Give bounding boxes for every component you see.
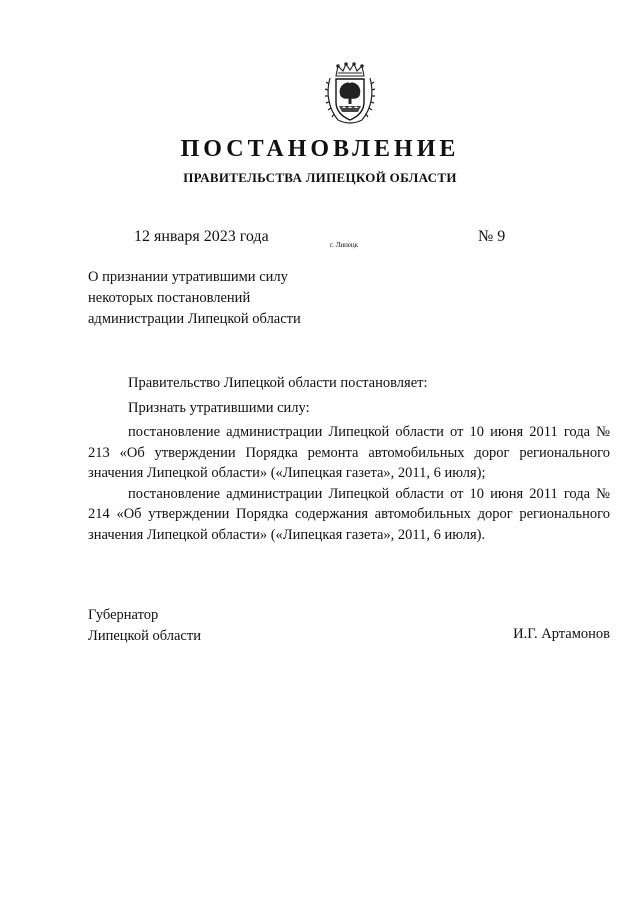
- document-city: г. Липецк: [330, 241, 359, 249]
- issuer-subtitle: ПРАВИТЕЛЬСТВА ЛИПЕЦКОЙ ОБЛАСТИ: [183, 170, 457, 185]
- signatory-title-line: Губернатор: [88, 607, 159, 623]
- repealed-item-2: постановление администрации Липецкой области от 10 июня 2011 года № 214 «Об утверждении Порядка содержания автомобильных дорог регионального значения Липецкой области» («Липецкая газета», 2011, 6 июля).: [88, 485, 610, 543]
- document-subject: [88, 267, 348, 330]
- subject-line: администрации Липецкой области: [88, 311, 301, 327]
- document-title: ПОСТАНОВЛЕНИЕ: [180, 136, 460, 162]
- document-body: [88, 373, 610, 545]
- preamble-paragraph: Правительство Липецкой области постановляет:: [128, 375, 428, 391]
- subject-line: некоторых постановлений: [88, 290, 251, 306]
- document-number: № 9: [478, 228, 506, 245]
- signatory-title-line: Липецкой области: [88, 628, 201, 644]
- signatory-title: [88, 605, 201, 647]
- repealed-item-1: постановление администрации Липецкой области от 10 июня 2011 года № 213 «Об утверждении Порядка ремонта автомобильных дорог регионального значения Липецкой области» («Липецкая газета», 2011, 6 июля);: [88, 424, 610, 481]
- signatory-name: И.Г. Артамонов: [513, 626, 610, 642]
- document-date: 12 января 2023 года: [134, 228, 269, 245]
- coat-of-arms-icon: [324, 62, 376, 128]
- clause-paragraph: Признать утратившими силу:: [128, 399, 310, 416]
- subject-line: О признании утратившими силу: [88, 269, 288, 285]
